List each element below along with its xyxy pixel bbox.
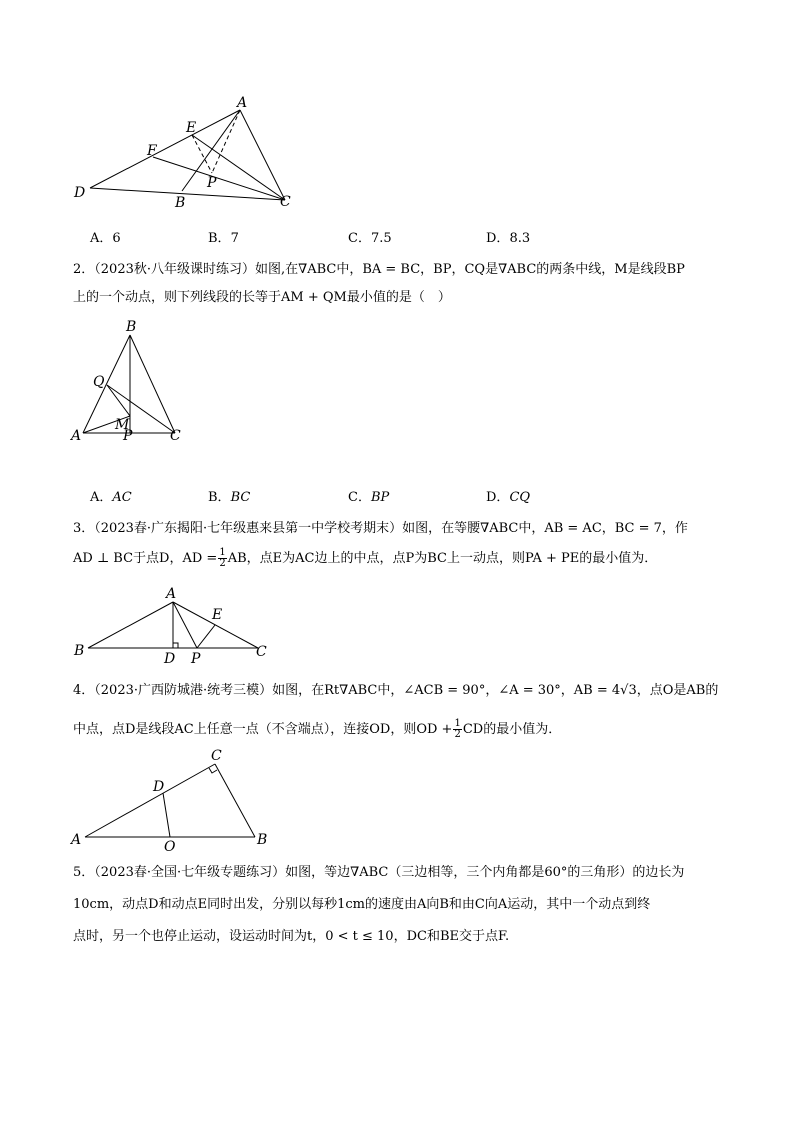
fig1-label-c: C bbox=[280, 194, 291, 210]
fig2-label-p: P bbox=[123, 428, 133, 443]
question-2-line-2: 上的一个动点，则下列线段的长等于AM + QM最小值的是（ ） bbox=[73, 290, 451, 305]
q2-option-d: D．CQ bbox=[486, 490, 531, 505]
q1-option-c: C．7.5 bbox=[348, 231, 392, 246]
fig3-label-c: C bbox=[256, 644, 267, 660]
question-5-line-1: 5．（2023春·全国·七年级专题练习）如图，等边∇ABC（三边相等，三个内角都是60°的三角形）的边长为 bbox=[73, 865, 685, 880]
figure-4 bbox=[65, 748, 285, 853]
q1-option-a: A．6 bbox=[90, 231, 121, 246]
q2-option-c: C．BP bbox=[348, 490, 390, 505]
figure-2 bbox=[65, 318, 195, 443]
fig4-label-a: A bbox=[71, 832, 82, 848]
question-4-line-1: 4．（2023·广西防城港·统考三模）如图，在Rt∇ABC中，∠ACB = 90°，∠A = 30°，AB = 4√3，点O是AB的 bbox=[73, 683, 719, 698]
question-3-line-1: 3．（2023春·广东揭阳·七年级惠来县第一中学校考期末）如图，在等腰∇ABC中，AB = AC，BC = 7，作 bbox=[73, 521, 688, 536]
fig1-label-a: A bbox=[237, 95, 248, 111]
fraction-one-half: $\frac{1}{2}$ bbox=[454, 718, 461, 740]
question-5-line-2: 10cm，动点D和动点E同时出发，分别以每秒1cm的速度由A向B和由C向A运动，其中一个动点到终 bbox=[73, 897, 651, 912]
fig3-label-p: P bbox=[191, 651, 201, 665]
question-3-line-2: AD ⊥ BC于点D，AD = $\frac{1}{2}$ AB，点E为AC边上的中点，点P为BC上一动点，则PA + PE的最小值为． bbox=[73, 547, 658, 569]
fig2-label-m: M bbox=[115, 417, 130, 433]
figure-1 bbox=[60, 95, 320, 215]
fig3-label-e: E bbox=[212, 607, 223, 623]
figure-3 bbox=[70, 585, 280, 665]
fig1-label-e: E bbox=[186, 120, 197, 136]
fig4-label-c: C bbox=[211, 748, 222, 764]
fig4-label-b: B bbox=[257, 832, 268, 848]
fig2-label-b: B bbox=[126, 319, 137, 335]
question-4-line-2: 中点，点D是线段AC上任意一点（不含端点），连接OD，则OD + $\frac{1}{2}$ CD的最小值为． bbox=[73, 718, 562, 740]
fig1-label-f: F bbox=[147, 143, 157, 159]
question-2-line-1: 2．（2023秋·八年级课时练习）如图,在∇ABC中，BA = BC，BP，CQ是∇ABC的两条中线，M是线段BP bbox=[73, 262, 685, 277]
fig1-label-p: P bbox=[207, 175, 217, 191]
fig4-label-d: D bbox=[153, 779, 165, 795]
q2-option-a: A．AC bbox=[90, 490, 132, 505]
fig4-label-o: O bbox=[164, 839, 176, 853]
fig2-label-c: C bbox=[170, 428, 181, 443]
question-5-line-3: 点时，另一个也停止运动，设运动时间为t，0 < t ≤ 10，DC和BE交于点F. bbox=[73, 929, 510, 944]
fig1-label-d: D bbox=[74, 185, 86, 201]
fig3-label-b: B bbox=[74, 643, 85, 659]
fig1-label-b: B bbox=[175, 195, 186, 211]
fig3-label-d: D bbox=[164, 651, 176, 665]
fig2-label-a: A bbox=[71, 428, 82, 443]
fig2-label-q: Q bbox=[93, 374, 105, 390]
q1-option-d: D．8.3 bbox=[486, 231, 531, 246]
fig3-label-a: A bbox=[166, 586, 177, 602]
q1-option-b: B．7 bbox=[208, 231, 239, 246]
q2-option-b: B．BC bbox=[208, 490, 251, 505]
fraction-one-half: $\frac{1}{2}$ bbox=[219, 547, 226, 569]
